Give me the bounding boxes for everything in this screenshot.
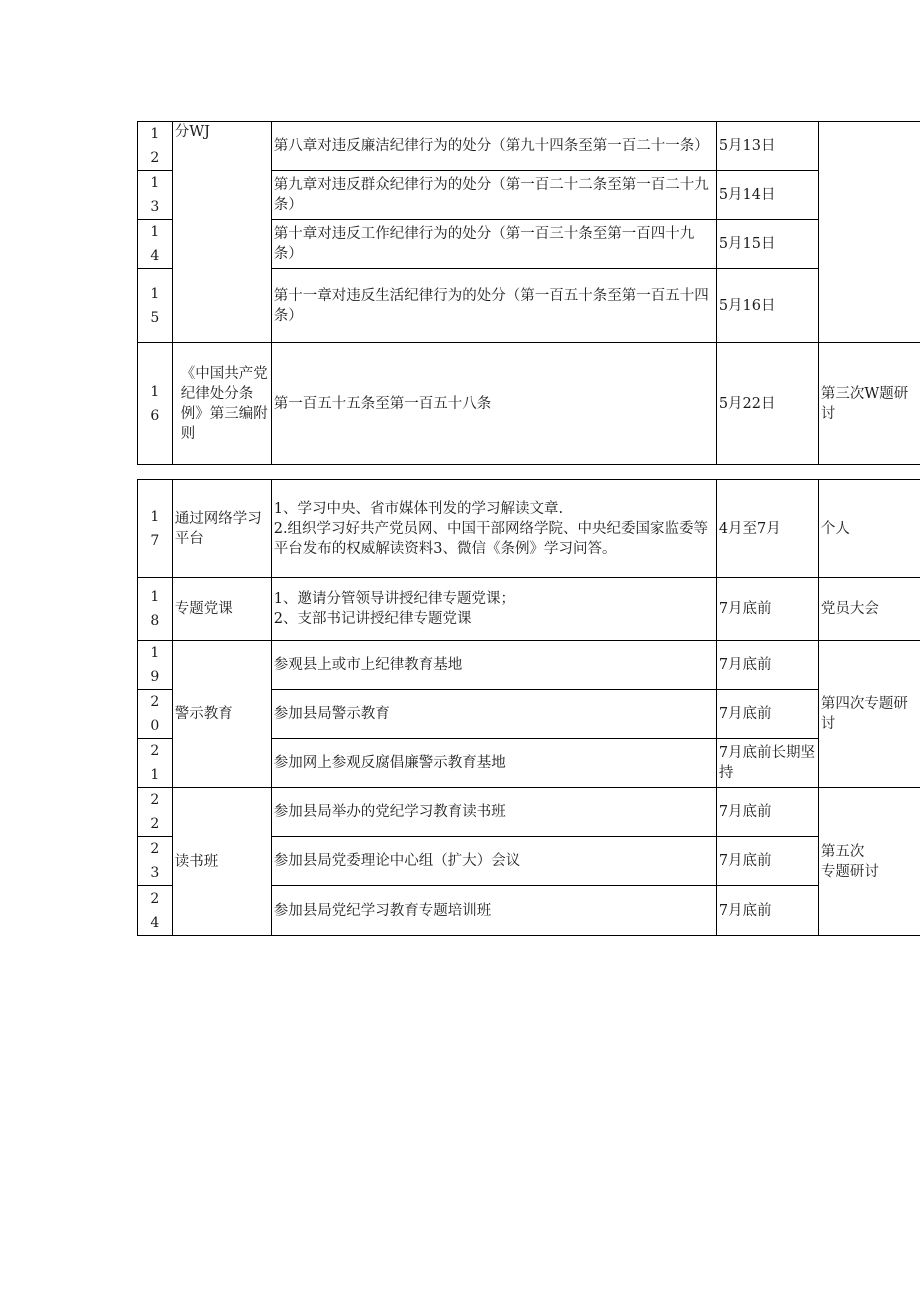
date-cell: 5月16日 <box>716 269 818 343</box>
row-number: 2 2 <box>138 788 173 837</box>
row-number: 2 3 <box>138 837 173 886</box>
row-number: 1 3 <box>138 171 173 220</box>
date-cell: 7月底前 <box>716 641 818 690</box>
table-row <box>138 578 920 641</box>
table-row <box>138 788 920 837</box>
category-cell: 警示教育 <box>172 641 271 788</box>
row-number: 1 7 <box>138 480 173 578</box>
note-cell: 第四次专题研讨 <box>818 641 920 788</box>
content-cell: 参观县上或市上纪律教育基地 <box>271 641 716 690</box>
content-cell: 第一百五十五条至第一百五十八条 <box>271 343 716 465</box>
category-cell: 读书班 <box>172 788 271 936</box>
row-number: 1 8 <box>138 578 173 641</box>
table-row <box>138 122 920 171</box>
content-cell: 1、学习中央、省市媒体刊发的学习解读文章. 2.组织学习好共产党员网、中国干部网络学院、中央纪委国家监委等平台发布的权威解读资料3、微信《条例》学习问答。 <box>271 480 716 578</box>
note-cell: 党员大会 <box>818 578 920 641</box>
date-cell: 7月底前长期坚持 <box>716 739 818 788</box>
content-cell: 第十章对违反工作纪律行为的处分（第一百三十条至第一百四十九条） <box>271 220 716 269</box>
content-cell: 第九章对违反群众纪律行为的处分（第一百二十二条至第一百二十九条） <box>271 171 716 220</box>
content-cell: 参加网上参观反腐倡廉警示教育基地 <box>271 739 716 788</box>
row-number: 1 9 <box>138 641 173 690</box>
table-row <box>138 480 920 578</box>
row-number: 1 6 <box>138 343 173 465</box>
date-cell: 5月22日 <box>716 343 818 465</box>
date-cell: 7月底前 <box>716 788 818 837</box>
date-cell: 5月15日 <box>716 220 818 269</box>
date-cell: 5月13日 <box>716 122 818 171</box>
content-cell: 参加县局党委理论中心组（扩大）会议 <box>271 837 716 886</box>
category-cell: 通过网络学习平台 <box>172 480 271 578</box>
row-number: 2 4 <box>138 886 173 936</box>
row-number: 1 4 <box>138 220 173 269</box>
schedule-table-2 <box>137 479 920 936</box>
row-number: 1 2 <box>138 122 173 171</box>
content-cell: 1、邀请分管领导讲授纪律专题党课； 2、支部书记讲授纪律专题党课 <box>271 578 716 641</box>
schedule-table-1 <box>137 121 920 465</box>
category-cell: 分WJ <box>172 122 271 343</box>
note-cell: 第五次 专题研讨 <box>818 788 920 936</box>
row-number: 2 0 <box>138 690 173 739</box>
note-cell: 个人 <box>818 480 920 578</box>
content-cell: 参加县局党纪学习教育专题培训班 <box>271 886 716 936</box>
content-cell: 第八章对违反廉洁纪律行为的处分（第九十四条至第一百二十一条） <box>271 122 716 171</box>
date-cell: 7月底前 <box>716 886 818 936</box>
note-cell: 第三次W题研讨 <box>818 343 920 465</box>
date-cell: 7月底前 <box>716 837 818 886</box>
table-row <box>138 641 920 690</box>
row-number: 2 1 <box>138 739 173 788</box>
category-cell: 《中国共产党纪律处分条例》第三编附则 <box>172 343 271 465</box>
content-cell: 参加县局举办的党纪学习教育读书班 <box>271 788 716 837</box>
date-cell: 4月至7月 <box>716 480 818 578</box>
note-cell <box>818 122 920 343</box>
category-cell: 专题党课 <box>172 578 271 641</box>
content-cell: 第十一章对违反生活纪律行为的处分（第一百五十条至第一百五十四条） <box>271 269 716 343</box>
row-number: 1 5 <box>138 269 173 343</box>
date-cell: 7月底前 <box>716 690 818 739</box>
date-cell: 5月14日 <box>716 171 818 220</box>
content-cell: 参加县局警示教育 <box>271 690 716 739</box>
date-cell: 7月底前 <box>716 578 818 641</box>
table-row <box>138 343 920 465</box>
